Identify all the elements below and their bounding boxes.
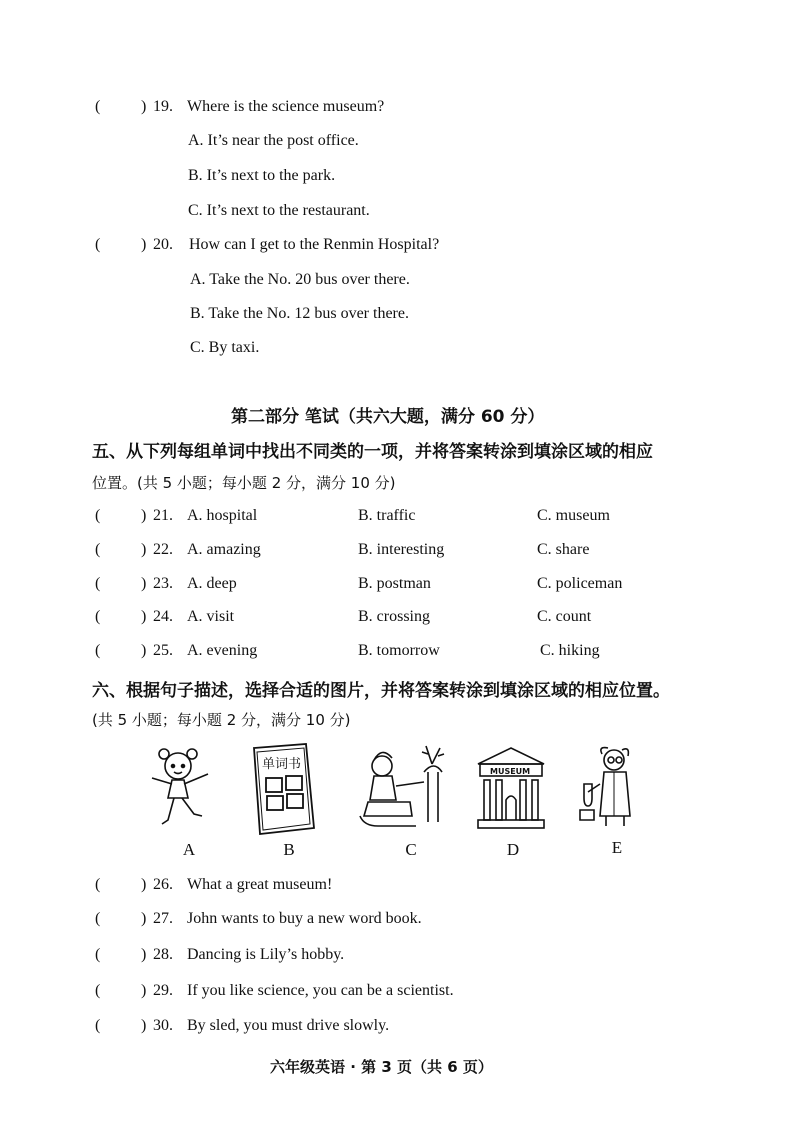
option-c: C. count [537,608,592,625]
question-text: Where is the science museum? [187,98,385,115]
question-number: 25. [153,642,173,659]
word-book-icon [248,742,318,836]
section6-title-line1: 六、根据句子描述，选择合适的图片，并将答案转涂到填涂区域的相应位置。 [92,681,670,701]
option-c: C. policeman [537,575,623,592]
list-item: ( ) 30. By sled, you must drive slowly. [95,1017,390,1034]
option-c: C. hiking [540,642,600,659]
table-row: ( ) 25. A. evening B. tomorrow C. hiking [95,642,600,659]
question-number: 20. [153,236,173,253]
option-b: B. postman [358,575,431,592]
santa-sled-icon [354,742,450,832]
word-book-title: 单词书 [262,757,302,772]
picture-label: E [611,838,623,857]
question-number: 21. [153,507,173,524]
museum-building-icon [474,744,548,832]
table-row: ( ) 24. A. visit B. crossing C. count [95,608,592,625]
option-c: C. share [537,541,590,558]
option-a: A. hospital [187,507,258,524]
table-row: ( ) 23. A. deep B. postman C. policeman [95,575,623,592]
list-item: ( ) 27. John wants to buy a new word book. [95,910,422,927]
option-a: A. visit [187,608,235,625]
list-item: ( ) 29. If you like science, you can be a scientist. [95,982,454,999]
dancing-girl-icon [144,744,216,834]
option-b: B. interesting [358,541,445,558]
section6-questions [95,876,695,1036]
page-footer: 六年级英语 · 第 3 页（共 6 页） [270,1058,493,1076]
question-20: ( ) 20. How can I get to the Renmin Hospital? A. Take the No. 20 bus over there. B. Take the No. 12 bus over there. C. By taxi. [95,236,440,356]
option-b: B. crossing [358,608,430,625]
picture-label: B [283,840,295,859]
section5-table [95,507,695,667]
question-text: How can I get to the Renmin Hospital? [189,236,440,253]
picture-row [130,738,670,868]
section5-title-line1: 五、从下列每组单词中找出不同类的一项，并将答案转涂到填涂区域的相应 [92,442,653,462]
table-row: ( ) 22. A. amazing B. interesting C. share [95,541,590,558]
list-item: ( ) 26. What a great museum! [95,876,333,893]
option-a: A. amazing [187,541,261,558]
question-text: Dancing is Lily’s hobby. [187,946,345,963]
question-number: 24. [153,608,173,625]
museum-sign: MUSEUM [490,767,531,776]
option-b: B. It’s next to the park. [188,167,336,184]
question-text: If you like science, you can be a scientist. [187,982,454,999]
picture-label: C [405,840,417,859]
option-b: B. Take the No. 12 bus over there. [190,305,409,322]
list-item: ( ) 28. Dancing is Lily’s hobby. [95,946,345,963]
option-c: C. museum [537,507,610,524]
table-row: ( ) 21. A. hospital B. traffic C. museum [95,507,610,524]
option-b: B. traffic [358,507,416,524]
option-a: A. It’s near the post office. [188,132,359,149]
question-number: 28. [153,946,173,963]
question-number: 30. [153,1017,173,1034]
question-number: 26. [153,876,173,893]
section6-title-line2: (共 5 小题；每小题 2 分，满分 10 分) [92,711,351,729]
option-a: A. Take the No. 20 bus over there. [190,271,410,288]
question-number: 29. [153,982,173,999]
option-a: A. evening [187,642,258,659]
question-number: 27. [153,910,173,927]
option-c: C. By taxi. [190,339,260,356]
question-19: ( ) 19. Where is the science museum? A. It’s near the post office. B. It’s next to the park. C. It’s next to the restaurant. [95,98,385,219]
option-c: C. It’s next to the restaurant. [188,202,370,219]
scientist-icon [578,744,640,828]
question-text: What a great museum! [187,876,333,893]
part2-title: 第二部分 笔试（共六大题，满分 60 分） [231,407,545,427]
question-number: 23. [153,575,173,592]
picture-label: A [182,840,196,859]
option-a: A. deep [187,575,237,592]
section5-title-line2: 位置。(共 5 小题；每小题 2 分，满分 10 分) [92,474,396,492]
question-text: By sled, you must drive slowly. [187,1017,390,1034]
question-number: 22. [153,541,173,558]
question-number: 19. [153,98,173,115]
option-b: B. tomorrow [358,642,440,659]
picture-label: D [506,840,520,859]
question-text: John wants to buy a new word book. [187,910,422,927]
